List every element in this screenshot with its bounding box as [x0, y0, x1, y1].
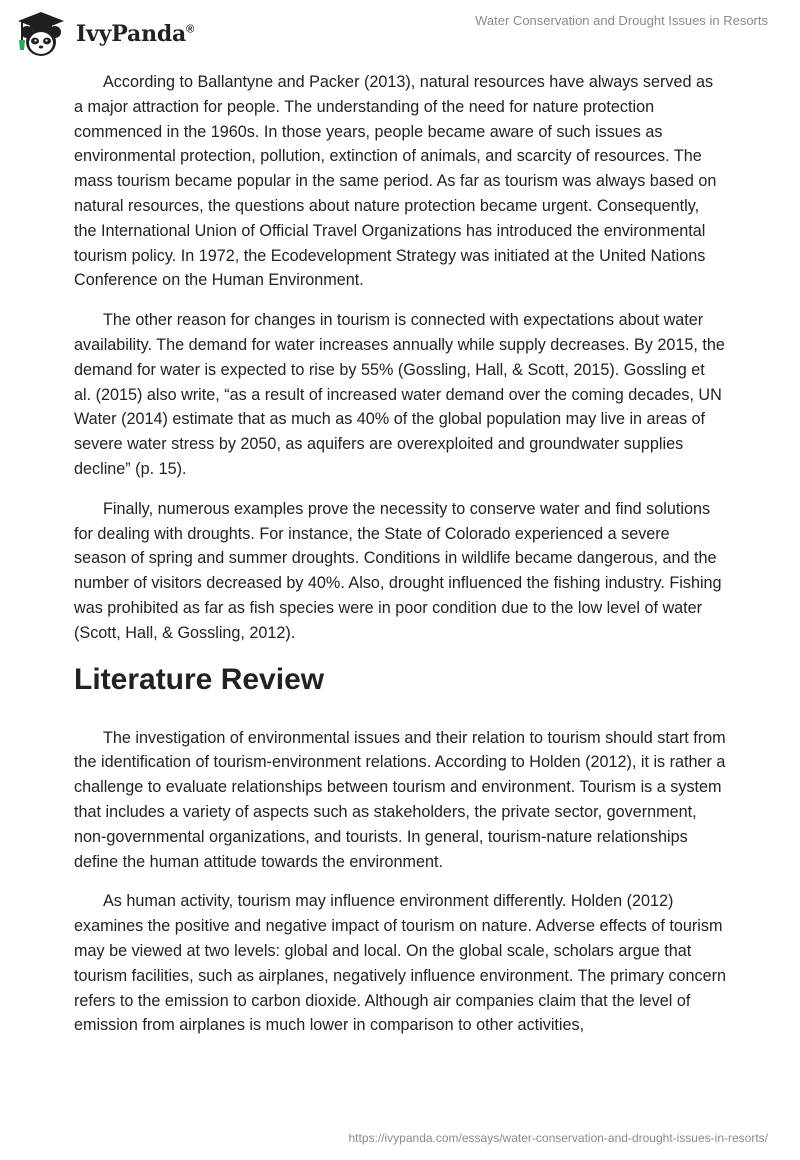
- section-heading: Literature Review: [74, 662, 325, 696]
- paragraph: The other reason for changes in tourism is connected with expectations about water availability. The demand for water increases annually while supply decreases. By 2015, the demand for water is expected to rise by 55% (Gossling, Hall, & Scott, 2015). Gossling et al. (2015) also write, “as a result of increased water demand over the coming decades, UN Water (2014) estimate that as much as 40% of the global population may live in areas of severe water stress by 2050, as aquifers are overexploited and groundwater supplies decline” (p. 15).: [74, 311, 725, 478]
- paragraph: According to Ballantyne and Packer (2013), natural resources have always served as a major attraction for people. The understanding of the need for nature protection commenced in the 1960s. In those years, people became aware of such issues as environmental protection, pollution, extinction of animals, and scarcity of resources. The mass tourism became popular in the same period. As far as tourism was always based on natural resources, the questions about nature protection became urgent. Consequently, the International Union of Official Travel Organizations has introduced the environmental tourism policy. In 1972, the Ecodevelopment Strategy was initiated at the United Nations Conference on the Human Environment.: [74, 73, 717, 290]
- page-header: [0, 0, 800, 70]
- paragraph: Finally, numerous examples prove the necessity to conserve water and find solutions for dealing with droughts. For instance, the State of Colorado experienced a severe season of spring and summer droughts. Conditions in wildlife became dangerous, and the number of visitors decreased by 40%. Also, drought influenced the fishing industry. Fishing was prohibited as far as fish species were in poor condition due to the low level of water (Scott, Hall, & Gossling, 2012).: [74, 499, 722, 642]
- essay-body: [74, 70, 726, 1053]
- paragraph: As human activity, tourism may influence environment differently. Holden (2012) examines the positive and negative impact of tourism on nature. Adverse effects of tourism may be viewed at two levels: global and local. On the global scale, scholars argue that tourism facilities, such as airplanes, negatively influence environment. The primary concern refers to the emission to carbon dioxide. Although air companies claim that the level of emission from airplanes is much lower in comparison to other activities,: [74, 892, 727, 1035]
- logo-wordmark: IvyPanda®: [76, 21, 195, 47]
- panda-graduate-icon: [12, 10, 70, 58]
- ivypanda-logo[interactable]: [12, 10, 194, 58]
- document-title: Water Conservation and Drought Issues in Resorts: [475, 13, 768, 28]
- paragraph: The investigation of environmental issues and their relation to tourism should start from the identification of tourism-environment relations. According to Holden (2012), it is rather a challenge to evaluate relationships between tourism and environment. Tourism is a system that includes a variety of aspects such as stakeholders, the private sector, government, non-governmental organizations, and tourists. In general, tourism-nature relationships define the human attitude towards the environment.: [74, 728, 726, 871]
- source-url[interactable]: https://ivypanda.com/essays/water-conservation-and-drought-issues-in-resorts/: [348, 1131, 768, 1145]
